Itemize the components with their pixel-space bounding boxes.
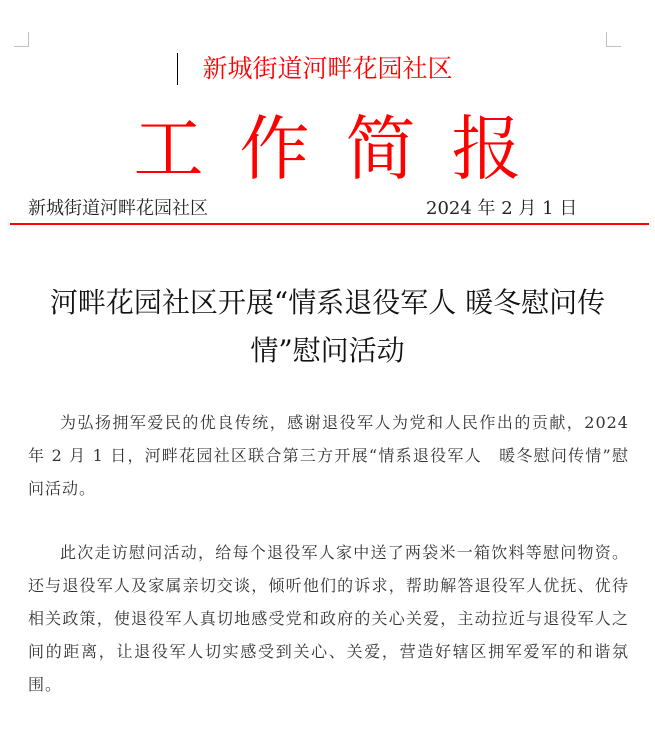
issue-date[interactable]: 2024 年 2 月 1 日 xyxy=(426,198,578,219)
text-cursor xyxy=(177,53,178,85)
issuer-line[interactable]: 新城街道河畔花园社区 xyxy=(28,198,208,219)
page-corner-mark-top-right xyxy=(606,32,621,47)
body-paragraph-1[interactable]: 为弘扬拥军爱民的优良传统，感谢退役军人为党和人民作出的贡献，2024 年 2 月 1 日，河畔花园社区联合第三方开展“情系退役军人 暖冬慰问传情”慰问活动。 xyxy=(28,413,629,498)
article-title[interactable]: 河畔花园社区开展“情系退役军人 暖冬慰问传情”慰问活动 xyxy=(49,286,606,367)
red-separator-rule xyxy=(10,223,649,225)
body-paragraph-2[interactable]: 此次走访慰问活动，给每个退役军人家中送了两袋米一箱饮料等慰问物资。还与退役军人及家属亲切交谈，倾听他们的诉求，帮助解答退役军人优抚、优待相关政策，使退役军人真切地感受党和政府的关心关爱，主动拉近与退役军人之间的距离，让退役军人切实感受到关心、关爱，营造好辖区拥军爱军的和谐氛围。 xyxy=(28,543,629,694)
masthead-title[interactable]: 工作简报 xyxy=(133,108,558,190)
org-header[interactable]: 新城街道河畔花园社区 xyxy=(202,54,453,83)
page-corner-mark-top-left xyxy=(14,32,29,47)
